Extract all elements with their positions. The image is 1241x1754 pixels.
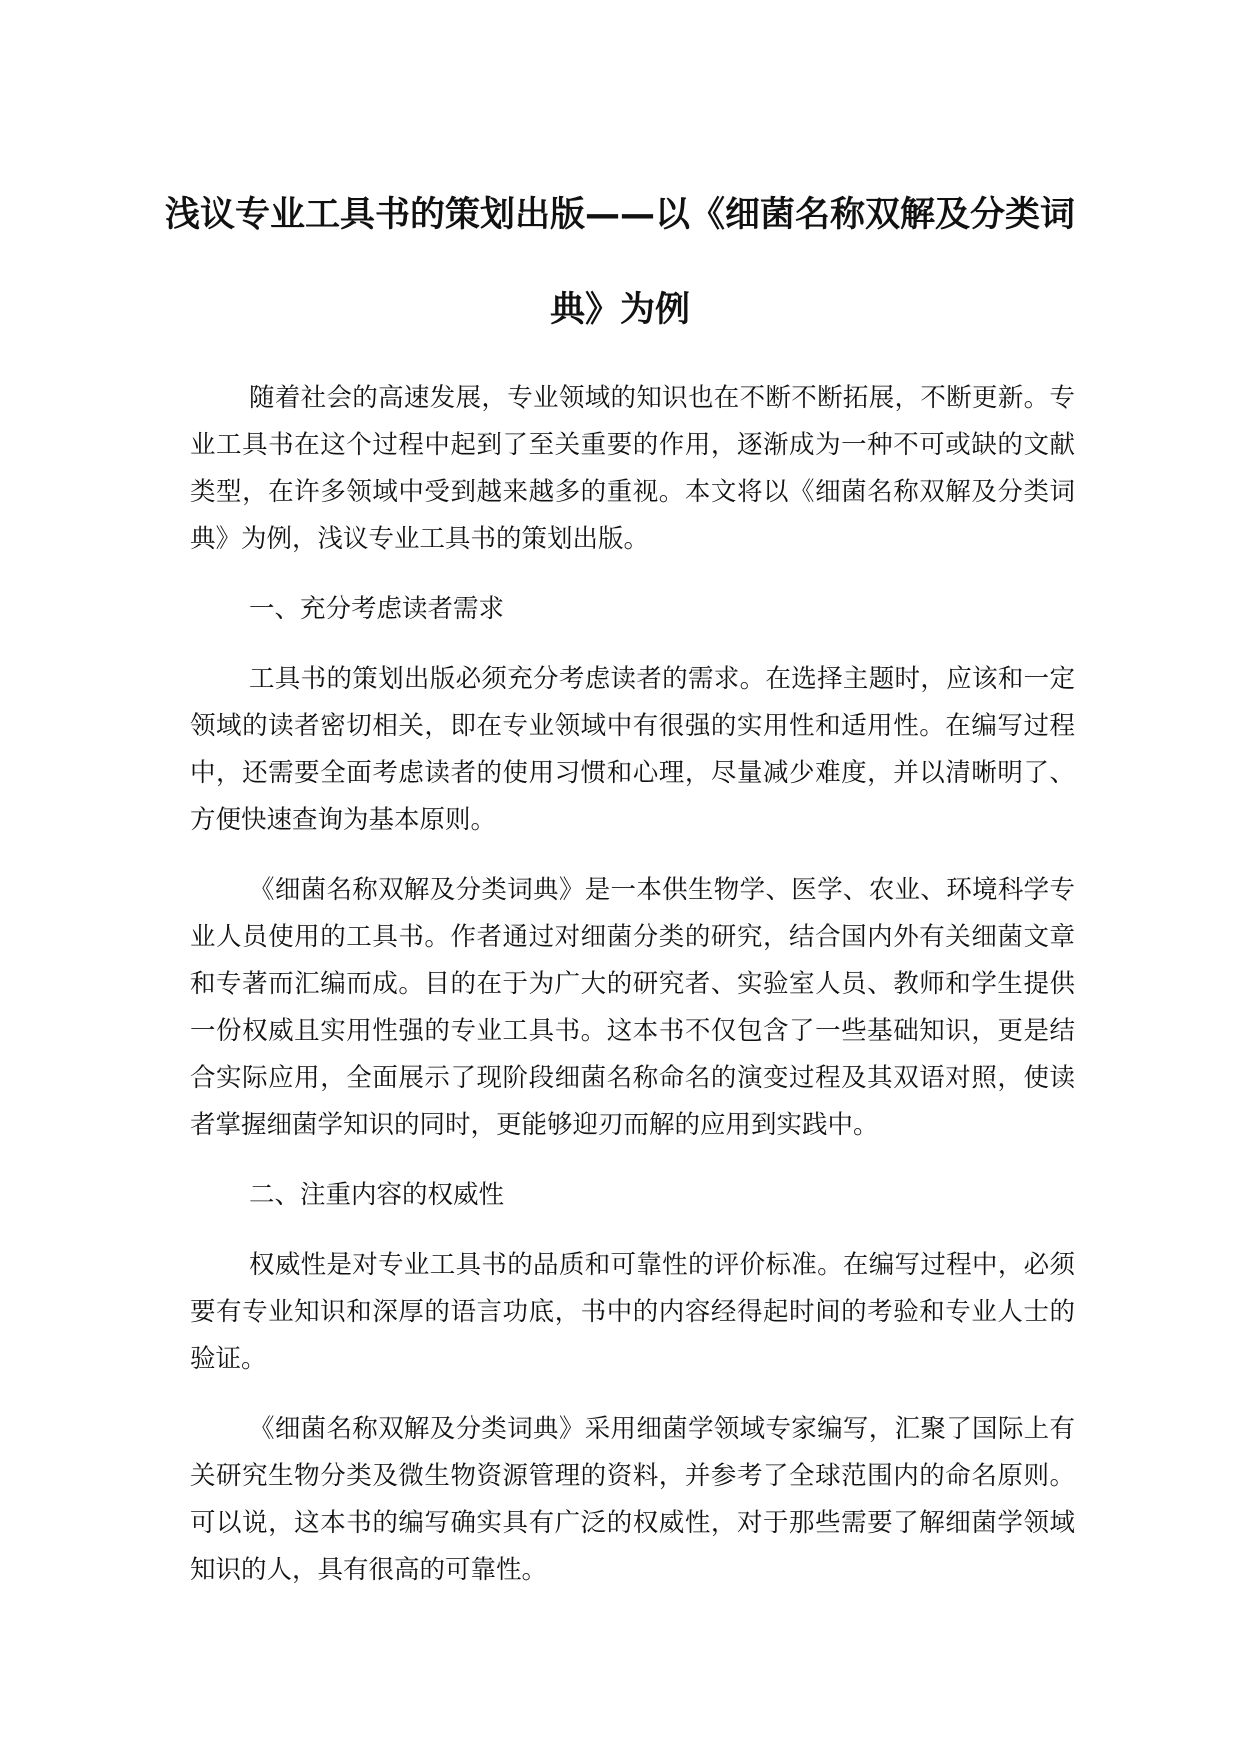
paragraph-reader-needs: 工具书的策划出版必须充分考虑读者的需求。在选择主题时，应该和一定领域的读者密切相关，即在专业领域中有很强的实用性和适用性。在编写过程中，还需要全面考虑读者的使用习惯和心理，尽量减少难度，并以清晰明了、方便快速查询为基本原则。 [190, 664, 1075, 835]
document-body [190, 375, 1075, 1617]
paragraph-authority: 权威性是对专业工具书的品质和可靠性的评价标准。在编写过程中，必须要有专业知识和深厚的语言功底，书中的内容经得起时间的考验和专业人士的验证。 [190, 1250, 1075, 1374]
paragraph-dictionary-overview: 《细菌名称双解及分类词典》是一本供生物学、医学、农业、环境科学专业人员使用的工具书。作者通过对细菌分类的研究，结合国内外有关细菌文章和专著而汇编而成。目的在于为广大的研究者、实验室人员、教师和学生提供一份权威且实用性强的专业工具书。这本书不仅包含了一些基础知识，更是结合实际应用，全面展示了现阶段细菌名称命名的演变过程及其双语对照，使读者掌握细菌学知识的同时，更能够迎刃而解的应用到实践中。 [190, 875, 1075, 1140]
document-title: 浅议专业工具书的策划出版——以《细菌名称双解及分类词典》为例 [164, 195, 1075, 330]
paragraph-intro: 随着社会的高速发展，专业领域的知识也在不断不断拓展，不断更新。专业工具书在这个过程中起到了至关重要的作用，逐渐成为一种不可或缺的文献类型，在许多领域中受到越来越多的重视。本文将以《细菌名称双解及分类词典》为例，浅议专业工具书的策划出版。 [190, 383, 1075, 554]
section-heading-2: 二、注重内容的权威性 [249, 1180, 505, 1210]
section-heading-1: 一、充分考虑读者需求 [249, 594, 505, 624]
paragraph-dictionary-authority: 《细菌名称双解及分类词典》采用细菌学领域专家编写，汇聚了国际上有关研究生物分类及微生物资源管理的资料，并参考了全球范围内的命名原则。可以说，这本书的编写确实具有广泛的权威性，对于那些需要了解细菌学领域知识的人，具有很高的可靠性。 [190, 1414, 1075, 1585]
